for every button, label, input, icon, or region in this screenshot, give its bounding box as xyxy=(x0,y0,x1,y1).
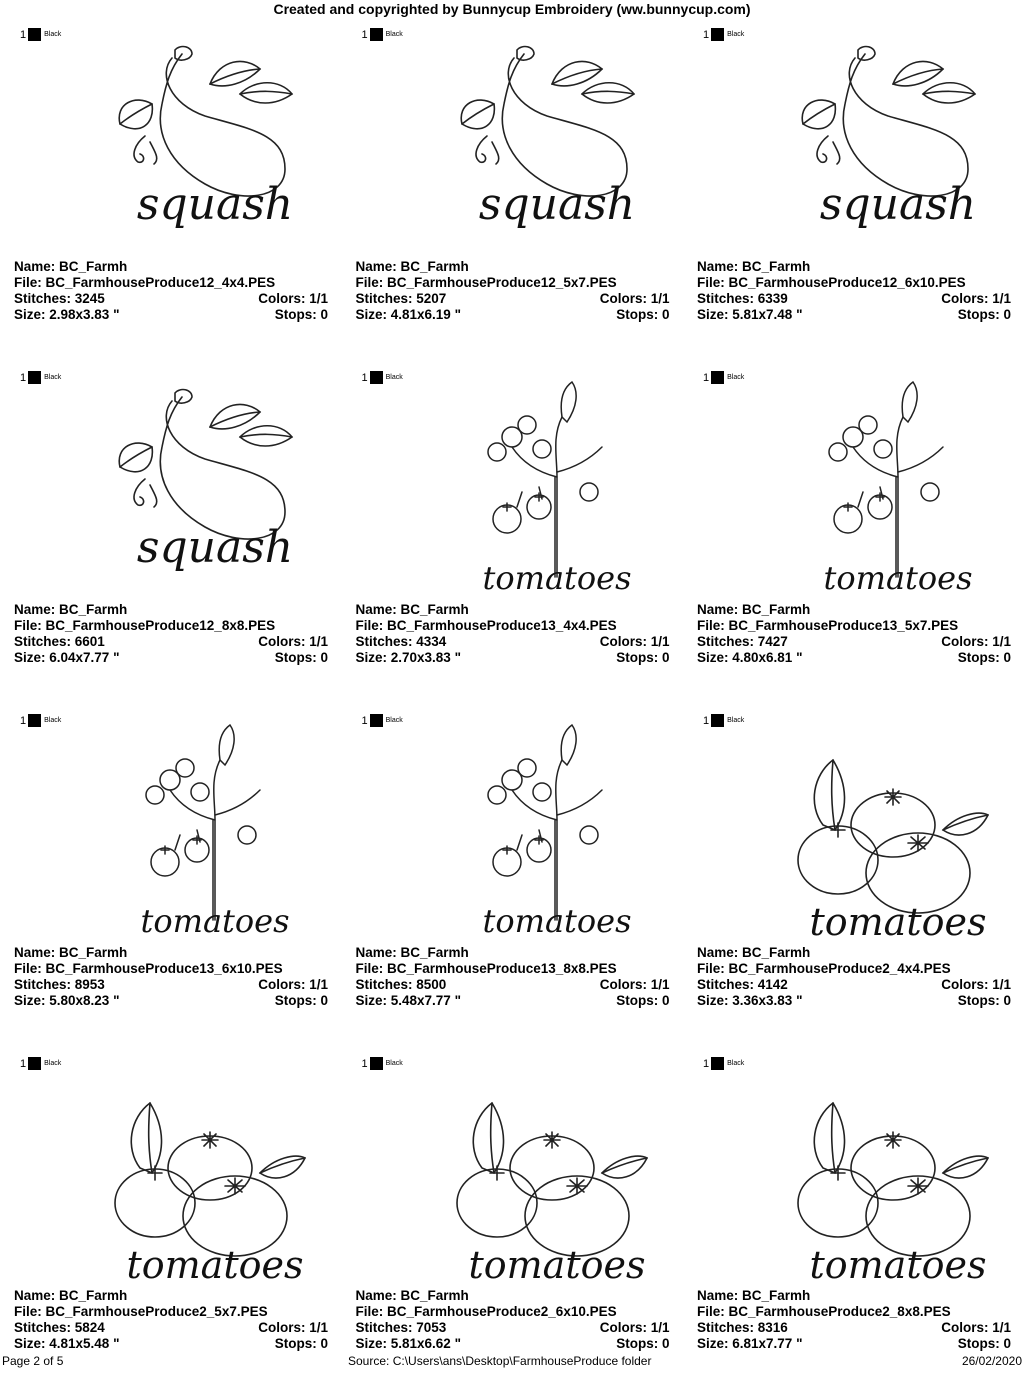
stitches-line: Stitches: 7053 xyxy=(355,1320,447,1335)
color-step-number: 1 xyxy=(20,714,27,727)
design-info xyxy=(697,602,1011,666)
file-line: File: BC_FarmhouseProduce2_5x7.PES xyxy=(14,1304,268,1319)
design-preview xyxy=(100,367,330,602)
colors-line: Colors: 1/1 xyxy=(599,291,670,306)
colors-line: Colors: 1/1 xyxy=(941,291,1011,306)
thread-swatch xyxy=(20,28,61,41)
thread-color-name: Black xyxy=(727,31,745,38)
thread-color-name: Black xyxy=(44,374,62,381)
thread-swatch xyxy=(703,1057,744,1070)
size-line: Size: 5.80x8.23 " xyxy=(14,993,120,1008)
name-line: Name: BC_Farmh xyxy=(697,602,811,617)
name-line: Name: BC_Farmh xyxy=(355,945,469,960)
file-line: File: BC_FarmhouseProduce12_6x10.PES xyxy=(697,275,966,290)
stitches-line: Stitches: 8316 xyxy=(697,1320,788,1335)
color-chip xyxy=(711,1057,724,1070)
size-line: Size: 6.81x7.77 " xyxy=(697,1336,803,1351)
name-line: Name: BC_Farmh xyxy=(697,259,811,274)
squash-illustration xyxy=(119,390,292,539)
file-line: File: BC_FarmhouseProduce13_6x10.PES xyxy=(14,961,283,976)
plant-illustration xyxy=(488,382,602,577)
file-line: File: BC_FarmhouseProduce13_8x8.PES xyxy=(355,961,617,976)
design-card xyxy=(683,24,1013,344)
size-line: Size: 2.70x3.83 " xyxy=(355,650,461,665)
design-info xyxy=(14,945,328,1009)
thread-color-name: Black xyxy=(44,31,62,38)
color-step-number: 1 xyxy=(361,371,368,384)
thread-color-name: Black xyxy=(727,1060,745,1067)
design-caption: tomatoes xyxy=(823,559,973,597)
squash-illustration xyxy=(802,47,975,196)
file-line: File: BC_FarmhouseProduce2_4x4.PES xyxy=(697,961,951,976)
stitches-line: Stitches: 6601 xyxy=(14,634,105,649)
design-card xyxy=(342,24,672,344)
size-line: Size: 5.48x7.77 " xyxy=(355,993,461,1008)
stops-line: Stops: 0 xyxy=(957,993,1011,1008)
file-line: File: BC_FarmhouseProduce13_5x7.PES xyxy=(697,618,959,633)
thread-swatch xyxy=(20,371,61,384)
design-preview xyxy=(442,710,672,945)
design-caption: squash xyxy=(136,522,294,573)
stops-line: Stops: 0 xyxy=(274,993,328,1008)
design-card xyxy=(683,1053,1013,1373)
thread-color-name: Black xyxy=(385,717,403,724)
source-path: Source: C:\Users\ans\Desktop\FarmhouseProduce folder xyxy=(348,1354,652,1368)
page-header: Created and copyrighted by Bunnycup Embroidery (ww.bunnycup.com) xyxy=(273,1,751,17)
fruit-illustration xyxy=(457,1103,647,1256)
stops-line: Stops: 0 xyxy=(274,307,328,322)
file-line: File: BC_FarmhouseProduce2_8x8.PES xyxy=(697,1304,951,1319)
fruit-illustration xyxy=(798,760,988,913)
name-line: Name: BC_Farmh xyxy=(14,602,128,617)
colors-line: Colors: 1/1 xyxy=(941,634,1011,649)
colors-line: Colors: 1/1 xyxy=(599,977,670,992)
file-line: File: BC_FarmhouseProduce13_4x4.PES xyxy=(355,618,617,633)
design-caption: tomatoes xyxy=(140,902,290,940)
color-chip xyxy=(711,28,724,41)
color-chip xyxy=(28,371,41,384)
name-line: Name: BC_Farmh xyxy=(14,945,128,960)
design-caption: tomatoes xyxy=(468,1243,645,1287)
name-line: Name: BC_Farmh xyxy=(14,1288,128,1303)
design-card xyxy=(0,24,330,344)
design-info xyxy=(14,602,328,666)
stops-line: Stops: 0 xyxy=(957,650,1011,665)
squash-illustration xyxy=(461,47,634,196)
design-preview xyxy=(783,710,1013,945)
color-chip xyxy=(370,714,383,727)
file-line: File: BC_FarmhouseProduce2_6x10.PES xyxy=(355,1304,617,1319)
design-card xyxy=(0,367,330,687)
design-info xyxy=(697,1288,1011,1352)
page-footer xyxy=(0,1353,1024,1369)
stitches-line: Stitches: 4142 xyxy=(697,977,788,992)
stitches-line: Stitches: 8500 xyxy=(355,977,447,992)
design-preview xyxy=(100,24,330,259)
colors-line: Colors: 1/1 xyxy=(599,634,670,649)
thread-color-name: Black xyxy=(44,1060,62,1067)
stops-line: Stops: 0 xyxy=(957,307,1011,322)
color-step-number: 1 xyxy=(20,1057,27,1070)
color-chip xyxy=(370,371,383,384)
design-caption: tomatoes xyxy=(809,900,987,944)
design-caption: squash xyxy=(819,179,977,230)
color-step-number: 1 xyxy=(703,1057,710,1070)
design-preview xyxy=(100,710,330,945)
colors-line: Colors: 1/1 xyxy=(258,291,328,306)
color-step-number: 1 xyxy=(20,371,27,384)
fruit-illustration xyxy=(115,1103,305,1256)
design-info xyxy=(356,602,670,666)
thread-color-name: Black xyxy=(385,1060,403,1067)
name-line: Name: BC_Farmh xyxy=(355,1288,469,1303)
design-preview xyxy=(442,24,672,259)
design-card xyxy=(683,367,1013,687)
colors-line: Colors: 1/1 xyxy=(941,977,1011,992)
colors-line: Colors: 1/1 xyxy=(258,1320,328,1335)
stops-line: Stops: 0 xyxy=(274,1336,328,1351)
design-preview xyxy=(783,1053,1013,1288)
stitches-line: Stitches: 8953 xyxy=(14,977,105,992)
page-number: Page 2 of 5 xyxy=(2,1354,64,1368)
stops-line: Stops: 0 xyxy=(616,307,670,322)
design-preview xyxy=(783,367,1013,602)
design-card xyxy=(0,710,330,1030)
color-chip xyxy=(370,1057,383,1070)
color-step-number: 1 xyxy=(20,28,27,41)
design-preview xyxy=(100,1053,330,1288)
design-caption: squash xyxy=(136,179,294,230)
design-preview xyxy=(442,367,672,602)
thread-swatch xyxy=(362,371,403,384)
size-line: Size: 6.04x7.77 " xyxy=(14,650,120,665)
design-caption: tomatoes xyxy=(481,559,632,597)
design-card xyxy=(342,367,672,687)
color-chip xyxy=(711,371,724,384)
name-line: Name: BC_Farmh xyxy=(697,945,811,960)
thread-color-name: Black xyxy=(385,31,403,38)
design-info xyxy=(356,1288,670,1352)
thread-swatch xyxy=(703,714,744,727)
thread-swatch xyxy=(362,714,403,727)
color-chip xyxy=(28,714,41,727)
colors-line: Colors: 1/1 xyxy=(258,634,328,649)
color-step-number: 1 xyxy=(703,714,710,727)
thread-color-name: Black xyxy=(727,374,745,381)
plant-illustration xyxy=(146,725,260,920)
name-line: Name: BC_Farmh xyxy=(355,602,469,617)
design-preview xyxy=(442,1053,672,1288)
size-line: Size: 5.81x7.48 " xyxy=(697,307,803,322)
name-line: Name: BC_Farmh xyxy=(14,259,128,274)
design-card xyxy=(342,710,672,1030)
size-line: Size: 4.81x6.19 " xyxy=(355,307,461,322)
stitches-line: Stitches: 5207 xyxy=(355,291,447,306)
stitches-line: Stitches: 7427 xyxy=(697,634,788,649)
stops-line: Stops: 0 xyxy=(274,650,328,665)
stops-line: Stops: 0 xyxy=(616,650,670,665)
design-info xyxy=(356,259,670,323)
thread-swatch xyxy=(20,1057,61,1070)
stitches-line: Stitches: 5824 xyxy=(14,1320,105,1335)
thread-swatch xyxy=(362,1057,403,1070)
color-chip xyxy=(711,714,724,727)
size-line: Size: 5.81x6.62 " xyxy=(355,1336,461,1351)
color-step-number: 1 xyxy=(361,1057,368,1070)
color-chip xyxy=(28,1057,41,1070)
design-info xyxy=(14,259,328,323)
color-step-number: 1 xyxy=(703,28,710,41)
design-caption: tomatoes xyxy=(809,1243,987,1287)
design-caption: squash xyxy=(478,179,635,230)
stitches-line: Stitches: 3245 xyxy=(14,291,105,306)
design-info xyxy=(14,1288,328,1352)
stops-line: Stops: 0 xyxy=(616,1336,670,1351)
colors-line: Colors: 1/1 xyxy=(599,1320,670,1335)
plant-illustration xyxy=(488,725,602,920)
design-info xyxy=(356,945,670,1009)
color-step-number: 1 xyxy=(703,371,710,384)
size-line: Size: 3.36x3.83 " xyxy=(697,993,803,1008)
file-line: File: BC_FarmhouseProduce12_5x7.PES xyxy=(355,275,617,290)
colors-line: Colors: 1/1 xyxy=(258,977,328,992)
design-info xyxy=(697,945,1011,1009)
fruit-illustration xyxy=(798,1103,988,1256)
design-card xyxy=(683,710,1013,1030)
thread-swatch xyxy=(703,28,744,41)
color-chip xyxy=(370,28,383,41)
stitches-line: Stitches: 6339 xyxy=(697,291,788,306)
thread-color-name: Black xyxy=(44,717,62,724)
design-info xyxy=(697,259,1011,323)
plant-illustration xyxy=(829,382,943,577)
stops-line: Stops: 0 xyxy=(957,1336,1011,1351)
design-preview xyxy=(783,24,1013,259)
print-date: 26/02/2020 xyxy=(961,1354,1022,1368)
color-step-number: 1 xyxy=(361,714,368,727)
name-line: Name: BC_Farmh xyxy=(697,1288,811,1303)
thread-color-name: Black xyxy=(727,717,745,724)
file-line: File: BC_FarmhouseProduce12_8x8.PES xyxy=(14,618,276,633)
design-card xyxy=(342,1053,672,1373)
thread-color-name: Black xyxy=(385,374,403,381)
file-line: File: BC_FarmhouseProduce12_4x4.PES xyxy=(14,275,276,290)
name-line: Name: BC_Farmh xyxy=(355,259,469,274)
thread-swatch xyxy=(362,28,403,41)
thread-swatch xyxy=(20,714,61,727)
color-step-number: 1 xyxy=(361,28,368,41)
stops-line: Stops: 0 xyxy=(616,993,670,1008)
size-line: Size: 4.81x5.48 " xyxy=(14,1336,120,1351)
thread-swatch xyxy=(703,371,744,384)
size-line: Size: 2.98x3.83 " xyxy=(14,307,120,322)
color-chip xyxy=(28,28,41,41)
size-line: Size: 4.80x6.81 " xyxy=(697,650,803,665)
stitches-line: Stitches: 4334 xyxy=(355,634,447,649)
colors-line: Colors: 1/1 xyxy=(941,1320,1011,1335)
squash-illustration xyxy=(119,47,292,196)
design-caption: tomatoes xyxy=(481,902,632,940)
design-card xyxy=(0,1053,330,1373)
design-caption: tomatoes xyxy=(126,1243,304,1287)
